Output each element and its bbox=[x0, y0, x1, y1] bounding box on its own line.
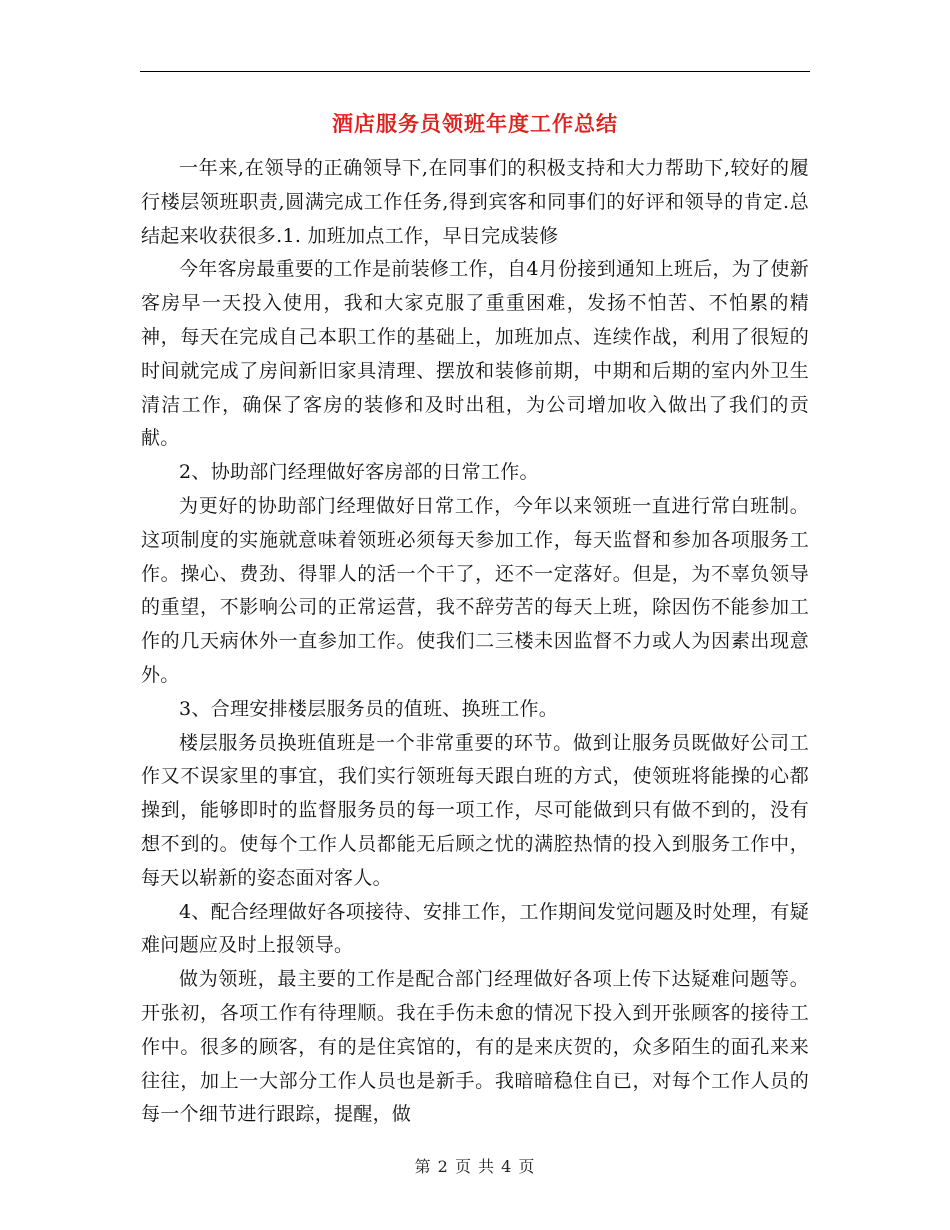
section-heading-3: 3、合理安排楼层服务员的值班、换班工作。 bbox=[179, 697, 559, 720]
paragraph-1: 一年来,在领导的正确领导下,在同事们的积极支持和大力帮助下,较好的履行楼层领班职责,圆满完成工作任务,得到宾客和同事们的好评和领导的肯定.总结起来收获很多.1. 加班加点工作，早日完成装修 bbox=[141, 157, 809, 247]
page-number: 第 2 页 共 4 页 bbox=[414, 1157, 536, 1176]
paragraph-5: 做为领班，最主要的工作是配合部门经理做好各项上传下达疑难问题等。开张初，各项工作有待理顺。我在手伤未愈的情况下投入到开张顾客的接待工作中。很多的顾客，有的是住宾馆的，有的是来庆贺的，众多陌生的面孔来来往往，加上一大部分工作人员也是新手。我暗暗稳住自已，对每个工作人员的每一个细节进行跟踪，提醒，做 bbox=[141, 968, 809, 1126]
document-body bbox=[141, 152, 809, 1132]
paragraph-3: 为更好的协助部门经理做好日常工作，今年以来领班一直进行常白班制。这项制度的实施就意味着领班必须每天参加工作，每天监督和参加各项服务工作。操心、费劲、得罪人的活一个干了，还不一定落好。但是，为不辜负领导的重望，不影响公司的正常运营，我不辞劳苦的每天上班，除因伤不能参加工作的几天病休外一直参加工作。使我们二三楼未因监督不力或人为因素出现意外。 bbox=[141, 494, 809, 686]
section-heading-2: 2、协助部门经理做好客房部的日常工作。 bbox=[179, 461, 539, 484]
paragraph-2: 今年客房最重要的工作是前装修工作，自4月份接到通知上班后，为了使新客房早一天投入使用，我和大家克服了重重困难，发扬不怕苦、不怕累的精神，每天在完成自己本职工作的基础上，加班加点、连续作战，利用了很短的时间就完成了房间新旧家具清理、摆放和装修前期，中期和后期的室内外卫生清洁工作，确保了客房的装修和及时出租，为公司增加收入做出了我们的贡献。 bbox=[141, 258, 809, 450]
header-divider bbox=[140, 71, 810, 72]
section-heading-4: 4、配合经理做好各项接待、安排工作，工作期间发觉问题及时处理，有疑难问题应及时上报领导。 bbox=[141, 900, 809, 957]
paragraph-4: 楼层服务员换班值班是一个非常重要的环节。做到让服务员既做好公司工作又不误家里的事宜，我们实行领班每天跟白班的方式，使领班将能操的心都操到，能够即时的监督服务员的每一项工作，尽可能做到只有做不到的，没有想不到的。使每个工作人员都能无后顾之忧的满腔热情的投入到服务工作中，每天以崭新的姿态面对客人。 bbox=[141, 731, 809, 889]
document-title: 酒店服务员领班年度工作总结 bbox=[332, 111, 618, 136]
